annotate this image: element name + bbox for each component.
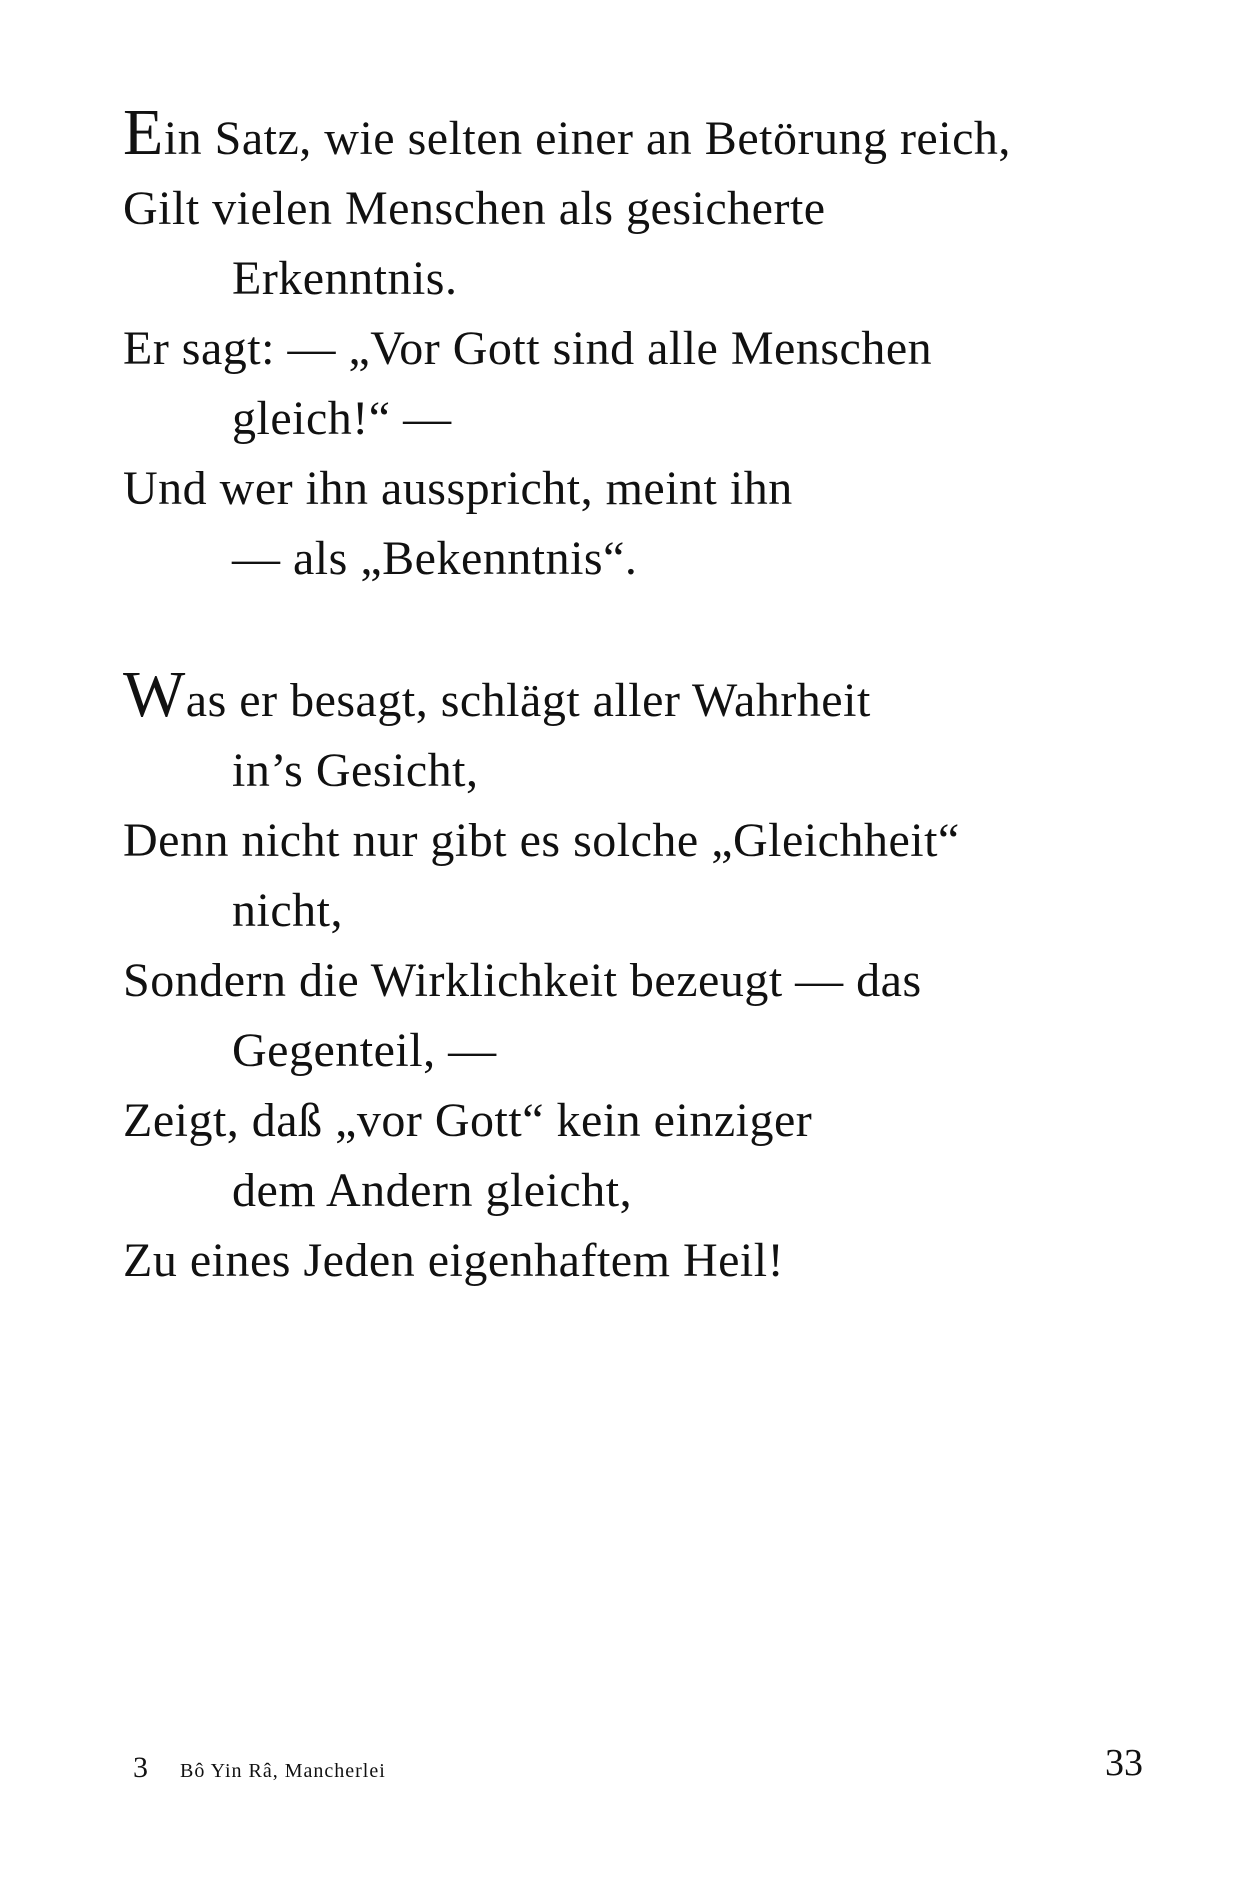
poem-line: Zeigt, daß „vor Gott“ kein einziger (123, 1094, 813, 1147)
stanza-1 (123, 96, 1133, 594)
poem-line: Zu eines Jeden eigenhaftem Heil! (123, 1234, 785, 1287)
initial-letter: E (123, 96, 164, 169)
page-footer (133, 1741, 1143, 1791)
stanza-2 (123, 658, 1133, 1296)
poem-line-continuation: nicht, (232, 884, 343, 937)
poem-line: Ein Satz, wie selten einer an Betörung reich, (123, 96, 1011, 169)
poem-line-continuation: in’s Gesicht, (232, 744, 479, 797)
poem-line-continuation: — als „Bekenntnis“. (232, 532, 638, 585)
poem-line-continuation: gleich!“ — (232, 392, 452, 445)
signature-text: Bô Yin Râ, Mancherlei (180, 1760, 386, 1782)
poem-line: Er sagt: — „Vor Gott sind alle Menschen (123, 322, 933, 375)
poem-line-continuation: Erkenntnis. (232, 252, 458, 305)
poem-line-continuation: Gegenteil, — (232, 1024, 497, 1077)
poem-line: Was er besagt, schlägt aller Wahrheit (123, 658, 871, 731)
poem-line: Gilt vielen Menschen als gesicherte (123, 182, 826, 235)
poem-line: Sondern die Wirklichkeit bezeugt — das (123, 954, 922, 1007)
signature-number: 3 (133, 1751, 148, 1784)
printer-signature (133, 1751, 386, 1785)
poem-line: Und wer ihn ausspricht, meint ihn (123, 462, 793, 515)
poem-line: Denn nicht nur gibt es solche „Gleichheit“ (123, 814, 960, 867)
initial-letter: W (123, 658, 186, 731)
poem-line-continuation: dem Andern gleicht, (232, 1164, 633, 1217)
page-number: 33 (1105, 1742, 1143, 1784)
